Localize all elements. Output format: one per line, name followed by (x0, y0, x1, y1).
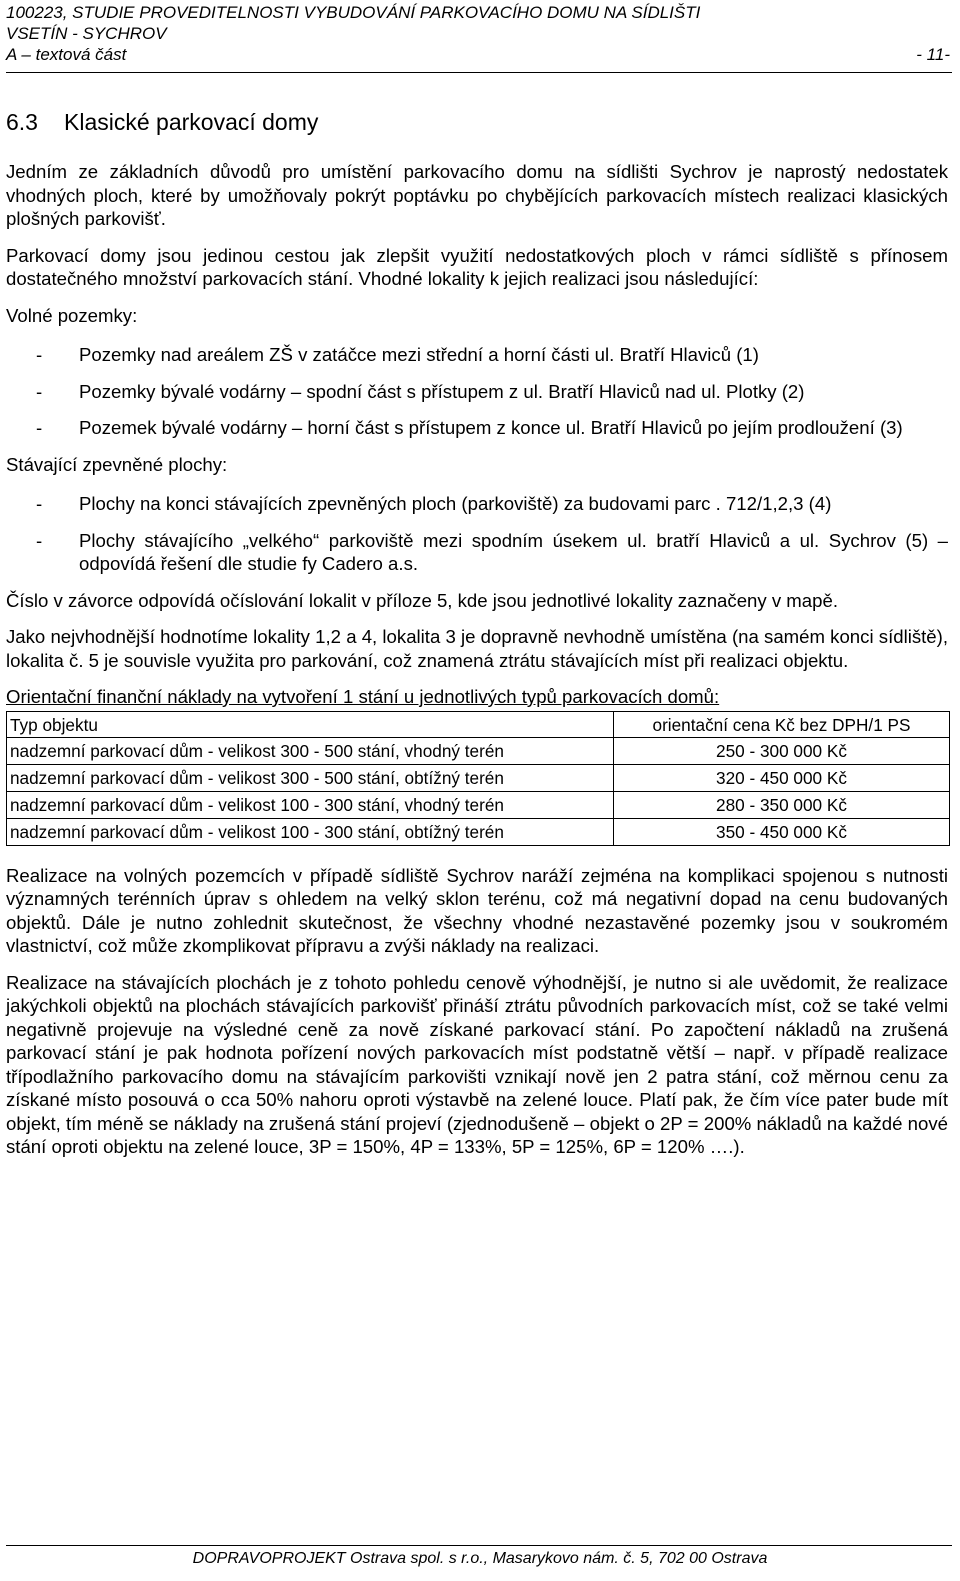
header-part: A – textová část (6, 45, 127, 64)
paragraph-1: Jedním ze základních důvodů pro umístění parkovacího domu na sídlišti Sychrov je naprostý nedostatek vhodných ploch, které by umožňovaly pokrýt poptávku po chybějících parkovacích místech realizaci klasických plošných parkovišť. (6, 161, 948, 229)
page-footer: DOPRAVOPROJEKT Ostrava spol. s r.o., Masarykovo nám. č. 5, 702 00 Ostrava (192, 1550, 768, 1567)
cell-price: 280 - 350 000 Kč (614, 791, 950, 818)
list-item-text: Pozemek bývalé vodárny – horní část s přístupem z konce ul. Bratří Hlaviců po jejím prodloužení (3) (79, 417, 903, 438)
page-header (6, 2, 950, 65)
cost-table-title: Orientační finanční náklady na vytvoření 1 stání u jednotlivých typů parkovacích domů: (6, 686, 720, 707)
cell-type: nadzemní parkovací dům - velikost 300 - 500 stání, vhodný terén (7, 737, 614, 764)
list-dash: - (36, 417, 43, 438)
cell-type: nadzemní parkovací dům - velikost 100 - 300 stání, obtížný terén (7, 818, 614, 845)
paved-areas-list (6, 492, 948, 576)
header-title-line1: 100223, STUDIE PROVEDITELNOSTI VYBUDOVÁNÍ PARKOVACÍHO DOMU NA SÍDLIŠTI (6, 3, 701, 22)
cell-price: 250 - 300 000 Kč (614, 737, 950, 764)
cell-type: nadzemní parkovací dům - velikost 300 - 500 stání, obtížný terén (7, 764, 614, 791)
table-row (7, 737, 950, 764)
list-item-text: Pozemky nad areálem ZŠ v zatáčce mezi střední a horní části ul. Bratří Hlaviců (1) (79, 344, 759, 365)
header-divider (6, 72, 952, 73)
paragraph-5: Realizace na volných pozemcích v případě sídliště Sychrov naráží zejména na komplikaci spojenou s nutnosti významných terénních úprav s ohledem na velký sklon terénu, což má negativní dopad na cenu budovaných objektů. Dále je nutno zohlednit skutečnost, že všechny vhodné nezastavěné pozemky jsou v soukromém vlastnictví, což může zkomplikovat přípravu a zvýši náklady na realizaci. (6, 864, 948, 956)
paved-areas-label: Stávající zpevněné plochy: (6, 453, 228, 475)
column-header-type: Typ objektu (7, 711, 614, 737)
table-row (7, 764, 950, 791)
cell-type: nadzemní parkovací dům - velikost 100 - 300 stání, vhodný terén (7, 791, 614, 818)
list-item-text: Plochy na konci stávajících zpevněných ploch (parkoviště) za budovami parc . 712/1,2,3 (4) (79, 493, 832, 514)
list-item-text: Plochy stávajícího „velkého“ parkoviště mezi spodním úsekem ul. bratří Hlaviců a ul. Sychrov (5) – odpovídá řešení dle studie fy Cadero a.s. (79, 529, 948, 574)
header-page-number: - 11- (916, 45, 950, 64)
section-heading (6, 108, 318, 136)
header-title-line2: VSETÍN - SYCHROV (6, 24, 167, 43)
list-item (6, 492, 948, 516)
paragraph-3: Číslo v závorce odpovídá očíslování lokalit v příloze 5, kde jsou jednotlivé lokality zaznačeny v mapě. (6, 589, 838, 611)
section-title: Klasické parkovací domy (64, 109, 319, 135)
cost-table (6, 711, 950, 846)
free-land-label: Volné pozemky: (6, 304, 138, 326)
footer-divider (6, 1545, 952, 1546)
list-dash: - (36, 529, 43, 551)
table-row (7, 791, 950, 818)
list-item-text: Pozemky bývalé vodárny – spodní část s přístupem z ul. Bratří Hlaviců nad ul. Plotky (2) (79, 380, 805, 402)
column-header-price: orientační cena Kč bez DPH/1 PS (614, 711, 950, 737)
cell-price: 320 - 450 000 Kč (614, 764, 950, 791)
list-dash: - (36, 344, 43, 365)
table-row (7, 818, 950, 845)
free-land-list (6, 343, 948, 440)
paragraph-4: Jako nejvhodnější hodnotíme lokality 1,2 a 4, lokalita 3 je dopravně nevhodně umístěna (na samém konci sídliště), lokalita č. 5 je souvisle využita pro parkování, což znamená ztrátu stávajících míst při realizaci objektu. (6, 626, 948, 671)
section-number: 6.3 (6, 109, 38, 135)
cell-price: 350 - 450 000 Kč (614, 818, 950, 845)
paragraph-6: Realizace na stávajících plochách je z tohoto pohledu cenově výhodnější, je nutno si ale uvědomit, že realizace jakýchkoli objektů na plochách stávajících parkovišť přináší ztrátu původních parkovacích míst, což se také velmi negativně projevuje na výsledné ceně za nově získané parkovací stání. Po započtení nákladů na zrušená parkovací stání je pak hodnota pořízení nových parkovacích míst podstatně větší – např. v případě realizace třípodlažního parkovacího domu na stávajícím parkovišti vznikají nově jen 2 patra stání, což měrnou cenu za získané místo posouvá o cca 50% nahoru oproti výstavbě na zelené louce. Platí pak, že čím více pater bude mít objekt, tím méně se náklady na zrušená stání projeví (zjednodušeně – objekt o 2P = 200% nákladů na každé nové stání oproti objektu na zelené louce, 3P = 150%, 4P = 133%, 5P = 125%, 6P = 120% ….). (6, 971, 948, 1157)
table-header-row (7, 711, 950, 737)
list-item (6, 529, 948, 576)
list-item (6, 416, 948, 440)
body-content (6, 160, 948, 1172)
paragraph-2: Parkovací domy jsou jedinou cestou jak zlepšit využití nedostatkových ploch v rámci sídliště s přínosem dostatečného množství parkovacích stání. Vhodné lokality k jejich realizaci jsou následující: (6, 244, 948, 289)
list-dash: - (36, 493, 43, 514)
list-item (6, 380, 948, 404)
list-dash: - (36, 380, 43, 402)
list-item (6, 343, 948, 367)
